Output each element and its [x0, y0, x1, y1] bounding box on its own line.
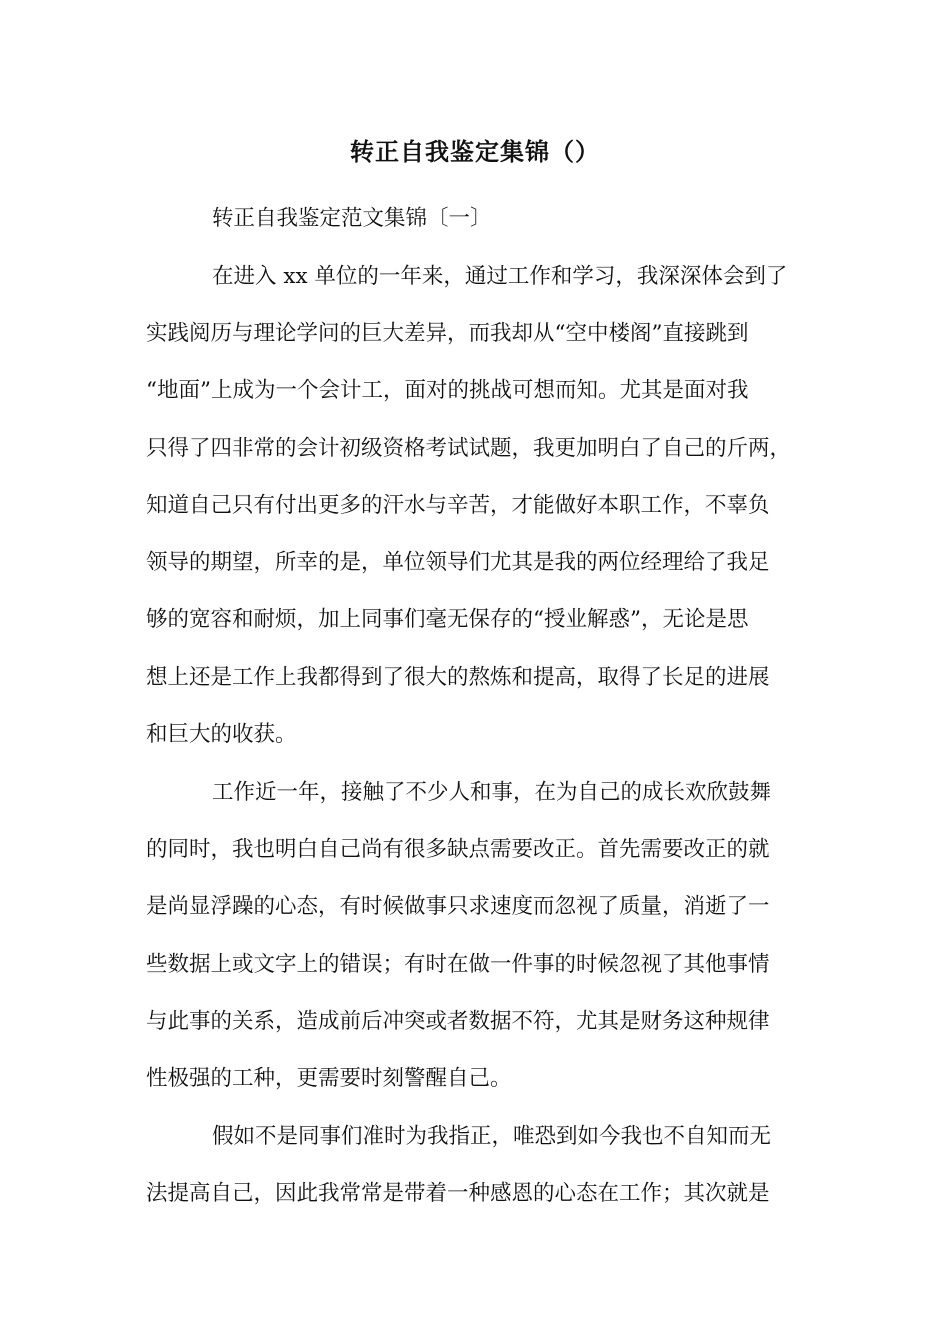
paragraph-line: 性极强的工种，更需要时刻警醒自己。	[146, 1066, 512, 1091]
paragraph-line: 在进入 xx 单位的一年来，通过工作和学习，我深深体会到了	[212, 264, 788, 289]
paragraph-line: 假如不是同事们准时为我指正，唯恐到如今我也不自知而无	[212, 1124, 772, 1149]
paragraph-line: 与此事的关系，造成前后冲突或者数据不符，尤其是财务这种规律	[146, 1009, 770, 1034]
paragraph-line: 的同时，我也明白自己尚有很多缺点需要改正。首先需要改正的就	[146, 837, 770, 862]
paragraph-line: 够的宽容和耐烦，加上同事们毫无保存的“授业解惑”，无论是思	[146, 607, 749, 632]
document-title: 转正自我鉴定集锦（）	[350, 137, 600, 166]
paragraph-line: 实践阅历与理论学问的巨大差异，而我却从“空中楼阁”直接跳到	[146, 321, 749, 346]
paragraph-line: 些数据上或文字上的错误；有时在做一件事的时候忽视了其他事情	[146, 952, 770, 977]
paragraph-line: 工作近一年，接触了不少人和事，在为自己的成长欢欣鼓舞	[212, 780, 772, 805]
paragraph-line: 和巨大的收获。	[146, 722, 297, 747]
paragraph-line: 知道自己只有付出更多的汗水与辛苦，才能做好本职工作，不辜负	[146, 493, 770, 518]
paragraph-line: “地面”上成为一个会计工，面对的挑战可想而知。尤其是面对我	[146, 378, 749, 403]
paragraph-line: 领导的期望，所幸的是，单位领导们尤其是我的两位经理给了我足	[146, 550, 770, 575]
paragraph-line: 法提高自己，因此我常常是带着一种感恩的心态在工作；其次就是	[146, 1181, 770, 1206]
paragraph-line: 只得了四非常的会计初级资格考试试题，我更加明白了自己的斤两，	[146, 436, 792, 461]
paragraph-line: 是尚显浮躁的心态，有时候做事只求速度而忽视了质量，消逝了一	[146, 894, 770, 919]
paragraph-line: 想上还是工作上我都得到了很大的熬炼和提高，取得了长足的进展	[146, 665, 770, 690]
document-subtitle: 转正自我鉴定范文集锦〔一〕	[212, 206, 492, 231]
